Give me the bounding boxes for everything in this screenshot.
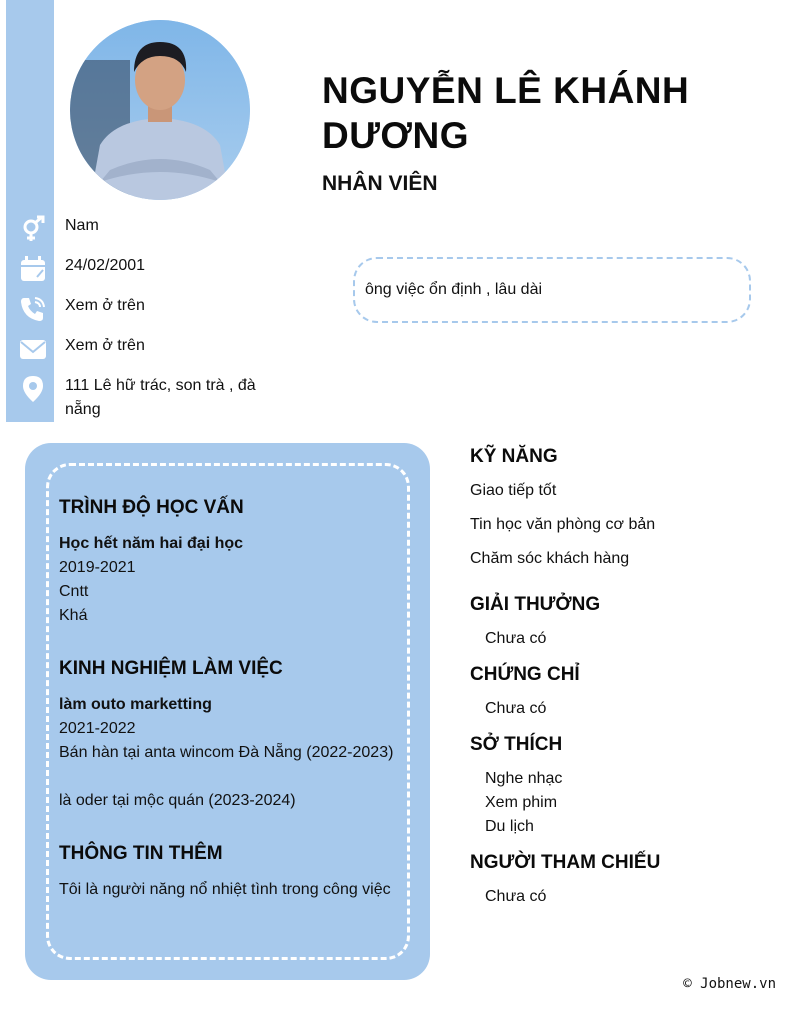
hobby-item: Nghe nhạc [485, 770, 563, 787]
birthday-value: 24/02/2001 [65, 257, 146, 274]
education-school: Học hết năm hai đại học [59, 535, 244, 552]
email-icon [18, 334, 48, 364]
experience-period: 2021-2022 [59, 720, 136, 737]
hobbies-title: SỞ THÍCH [470, 734, 563, 755]
certificates-value: Chưa có [485, 700, 547, 717]
references-title: NGƯỜI THAM CHIẾU [470, 852, 661, 873]
education-title: TRÌNH ĐỘ HỌC VẤN [59, 497, 244, 518]
education-period: 2019-2021 [59, 559, 136, 576]
address-value: 111 Lê hữ trác, son trà , đà nẵng [65, 377, 256, 418]
gender-icon [18, 214, 48, 244]
additional-text: Tôi là người năng nổ nhiệt tình trong công việc [59, 881, 391, 898]
phone-icon [18, 294, 48, 324]
awards-title: GIẢI THƯỞNG [470, 594, 601, 615]
footer-copyright: © Jobnew.vn [683, 976, 776, 992]
career-objective [353, 257, 751, 323]
certificates-title: CHỨNG CHỈ [470, 664, 580, 685]
objective-text: ông việc ổn định , lâu dài [365, 281, 543, 298]
phone-value: Xem ở trên [65, 297, 145, 314]
experience-role: làm outo marketting [59, 696, 212, 713]
education-major: Cntt [59, 583, 89, 600]
hobby-item: Du lịch [485, 818, 534, 835]
hobby-item: Xem phim [485, 794, 558, 811]
references-value: Chưa có [485, 888, 547, 905]
calendar-icon [18, 254, 48, 284]
additional-title: THÔNG TIN THÊM [59, 843, 223, 864]
education-grade: Khá [59, 607, 88, 624]
job-position: NHÂN VIÊN [322, 172, 438, 195]
email-value: Xem ở trên [65, 337, 145, 354]
skill-item: Tin học văn phòng cơ bản [470, 516, 656, 533]
experience-title: KINH NGHIỆM LÀM VIỆC [59, 658, 283, 679]
skill-item: Chăm sóc khách hàng [470, 550, 630, 567]
skill-item: Giao tiếp tốt [470, 482, 557, 499]
location-icon [18, 374, 48, 404]
candidate-name: NGUYỄN LÊ KHÁNH DƯƠNG [322, 70, 690, 156]
skills-title: KỸ NĂNG [470, 446, 558, 467]
experience-detail-2: là oder tại mộc quán (2023-2024) [59, 792, 296, 809]
profile-photo [70, 20, 250, 200]
experience-detail-1: Bán hàn tại anta wincom Đà Nẵng (2022-2023) [59, 744, 394, 761]
gender-value: Nam [65, 217, 99, 234]
awards-value: Chưa có [485, 630, 547, 647]
